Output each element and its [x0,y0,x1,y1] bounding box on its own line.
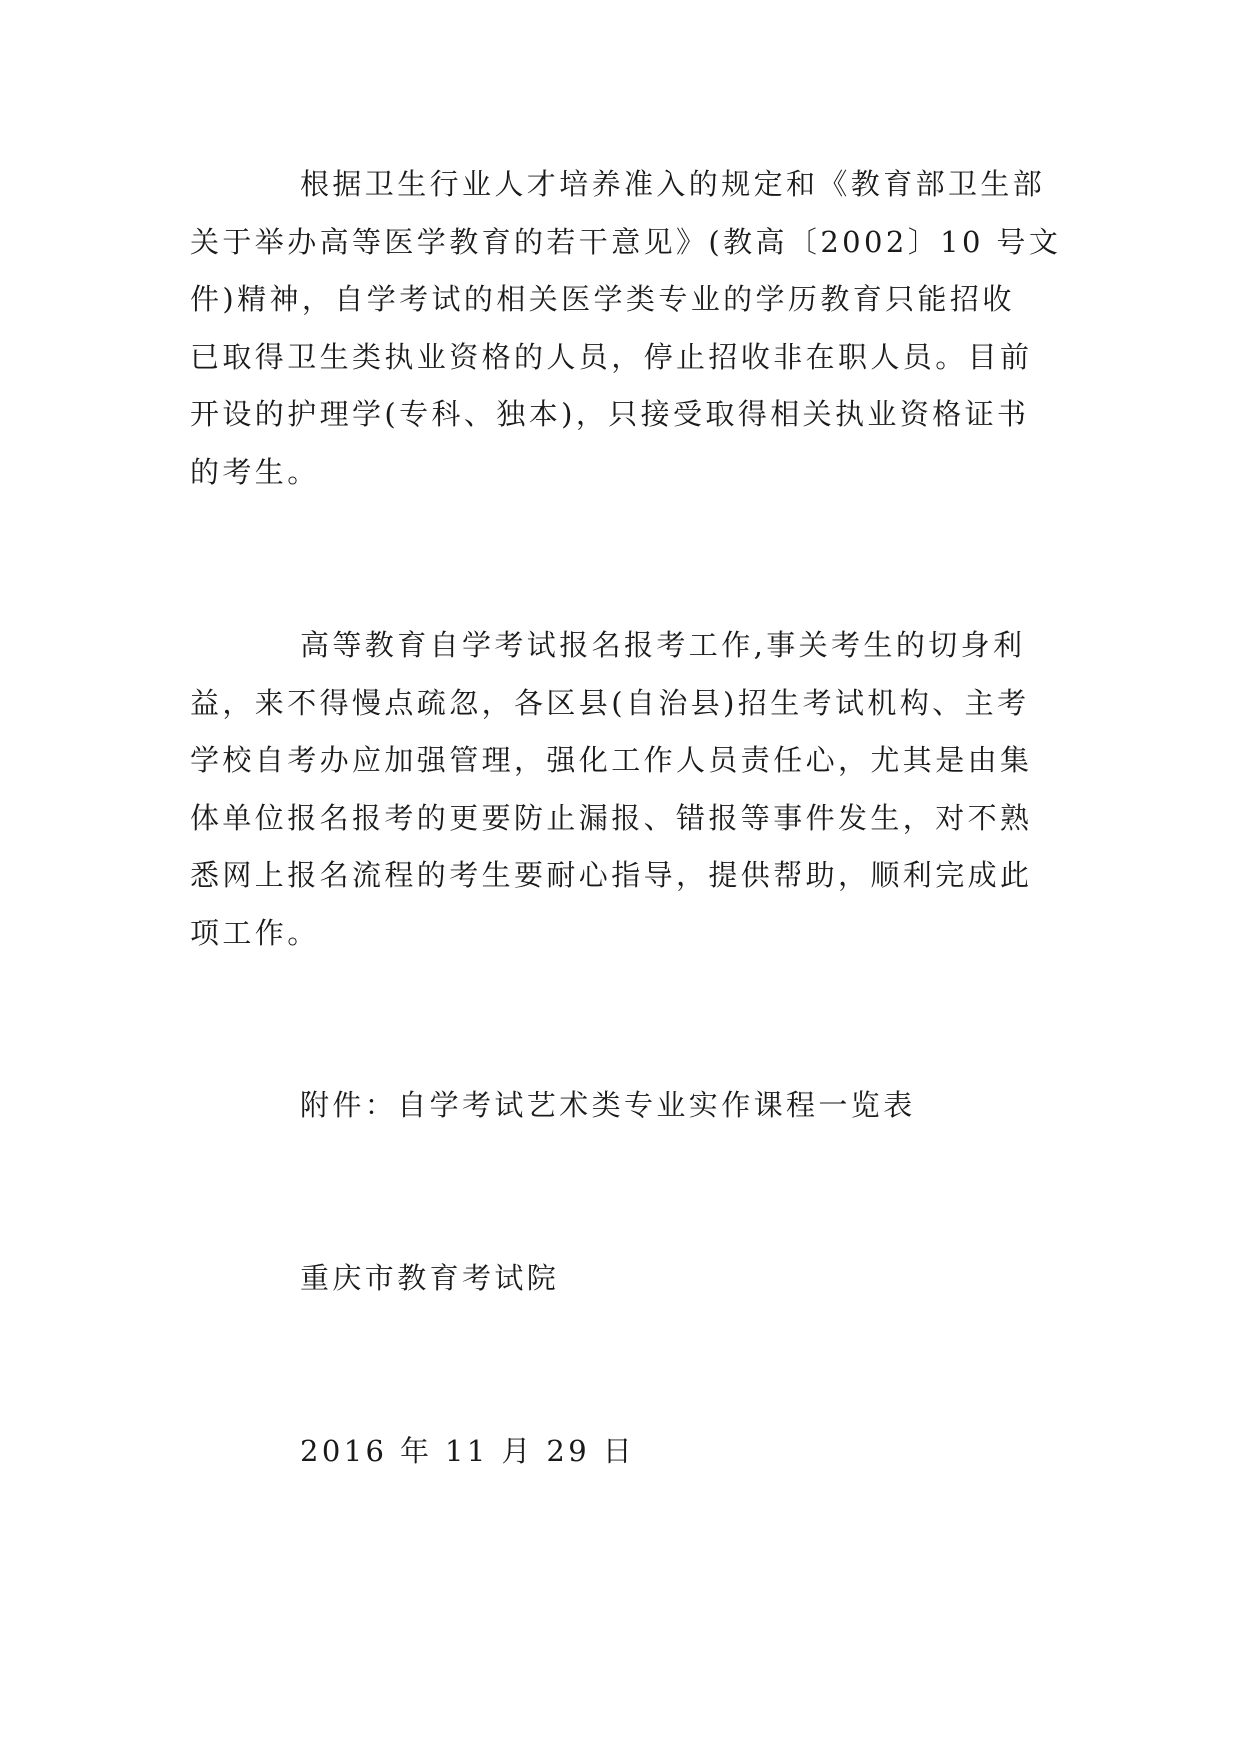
paragraph-1-line-6: 的考生。 [190,455,320,489]
paragraph-1-line-3: 件)精神，自学考试的相关医学类专业的学历教育只能招收 [190,282,1015,316]
signature-date: 2016 年 11 月 29 日 [300,1434,636,1468]
paragraph-2-line-5: 悉网上报名流程的考生要耐心指导，提供帮助，顺利完成此 [190,858,1033,892]
paragraph-1-line-2: 关于举办高等医学教育的若干意见》(教高〔2002〕10 号文 [190,225,1062,259]
attachment-note: 附件：自学考试艺术类专业实作课程一览表 [300,1088,916,1122]
paragraph-2-line-1: 高等教育自学考试报名报考工作,事关考生的切身利 [300,628,1026,662]
paragraph-1-line-5: 开设的护理学(专科、独本)，只接受取得相关执业资格证书 [190,397,1030,431]
signature-organization: 重庆市教育考试院 [300,1261,560,1295]
paragraph-1-line-4: 已取得卫生类执业资格的人员，停止招收非在职人员。目前 [190,340,1033,374]
paragraph-2-line-6: 项工作。 [190,916,320,950]
paragraph-2-line-2: 益，来不得慢点疏忽，各区县(自治县)招生考试机构、主考 [190,686,1030,720]
paragraph-1-line-1: 根据卫生行业人才培养准入的规定和《教育部卫生部 [300,167,1046,201]
paragraph-2-line-3: 学校自考办应加强管理，强化工作人员责任心，尤其是由集 [190,743,1033,777]
paragraph-2-line-4: 体单位报名报考的更要防止漏报、错报等事件发生，对不熟 [190,801,1033,835]
